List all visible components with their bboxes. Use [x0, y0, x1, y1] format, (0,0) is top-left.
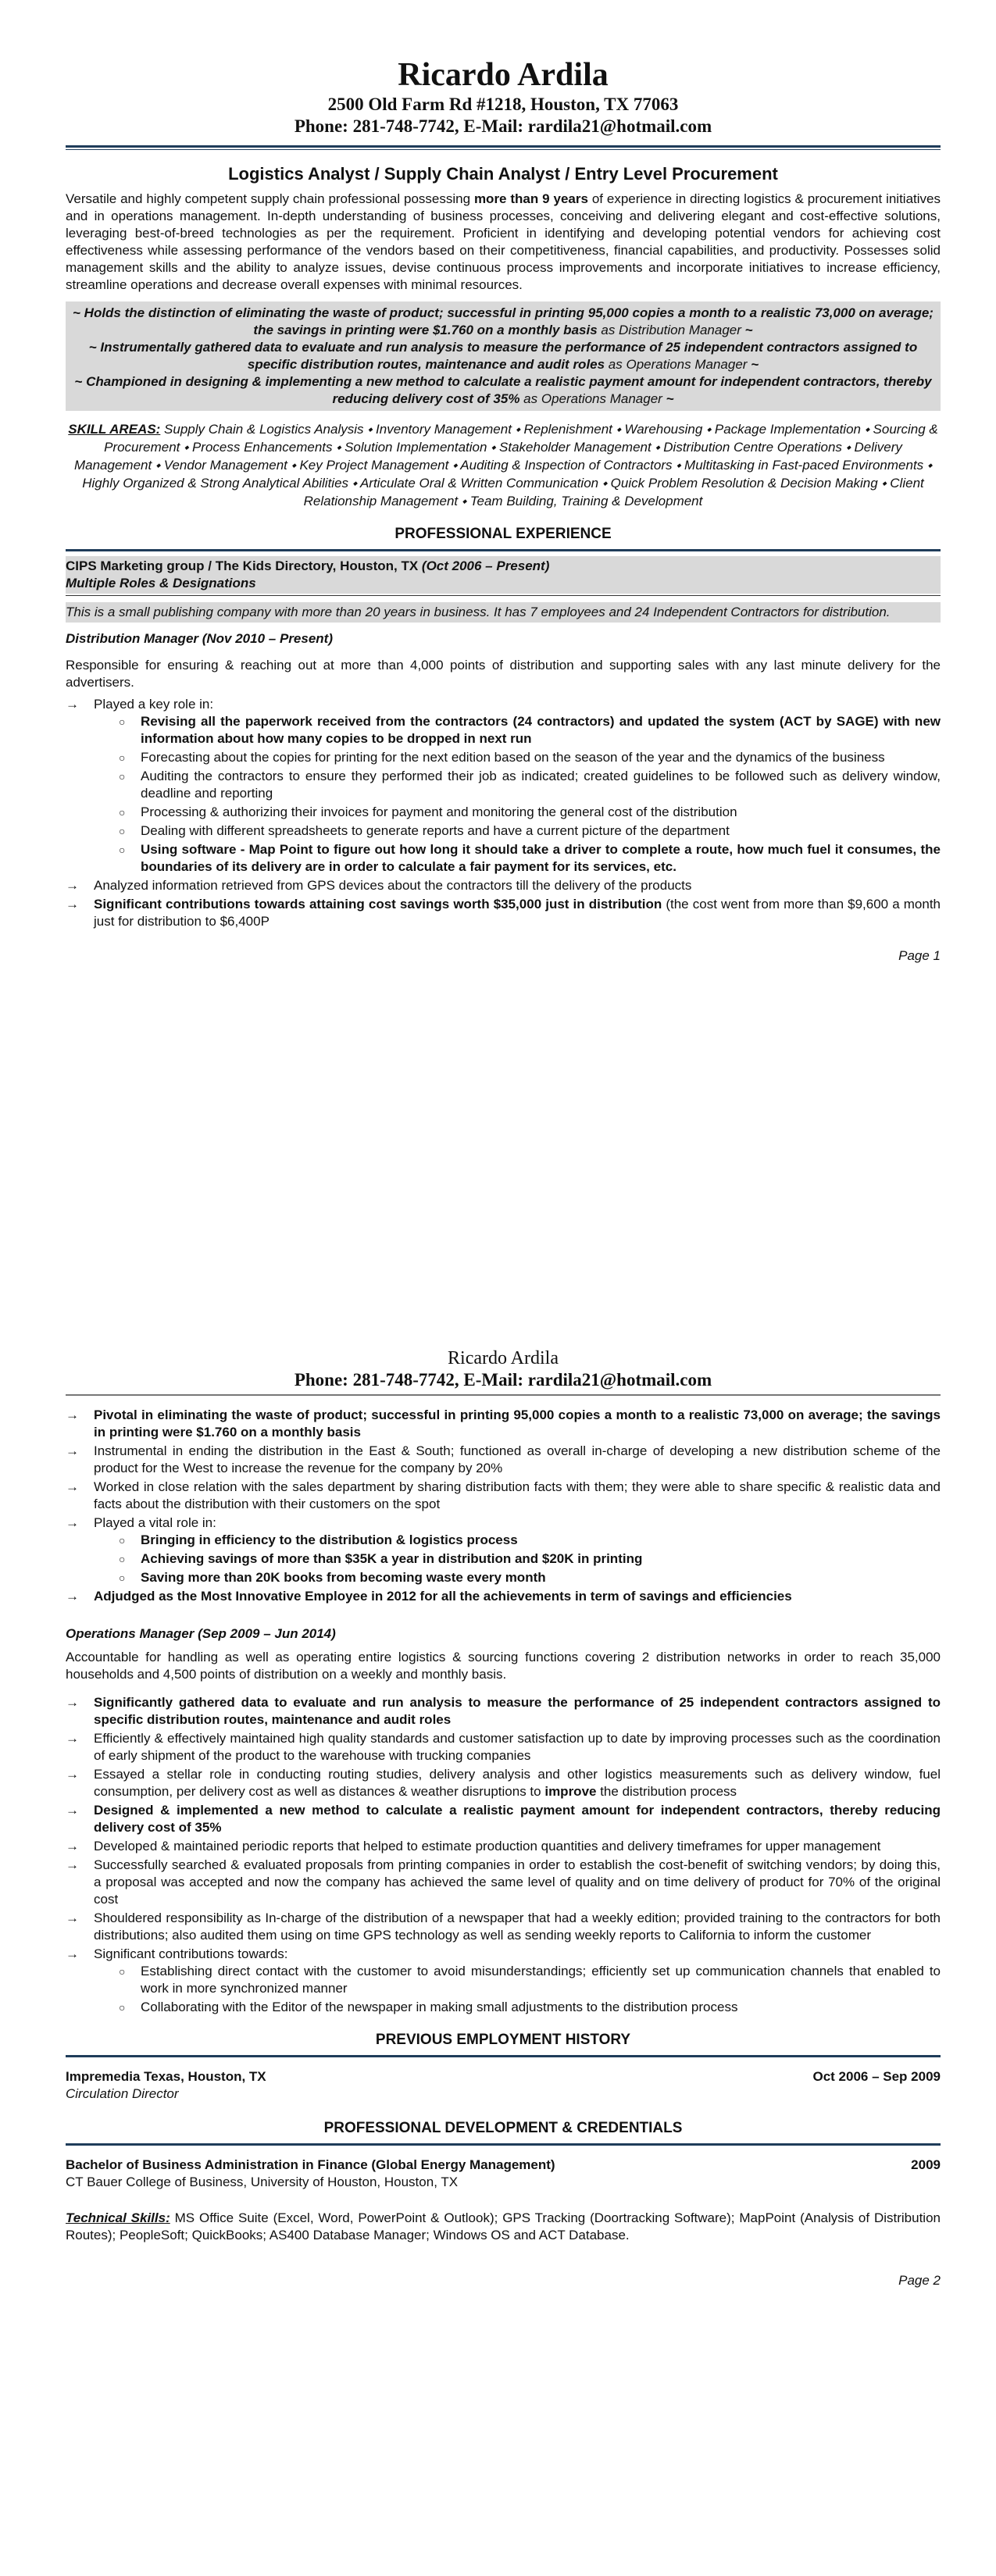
- company-dates: (Oct 2006 – Present): [418, 558, 550, 573]
- list-item-text: Collaborating with the Editor of the newspaper in making small adjustments to the distribution process: [141, 2000, 738, 2014]
- circle-bullet-icon: ○: [119, 715, 126, 728]
- list-item-text: (the cost went from more than $9,600 a month just for distribution to $6,400P: [94, 897, 941, 929]
- list-item: [66, 1515, 941, 1586]
- list-item: [66, 1479, 941, 1513]
- list-item: [66, 896, 941, 930]
- highlight-bold: ~ Instrumentally gathered data to evaluate and run analysis to measure the performance of 25 independent contractors assigned to specific distribution routes, maintenance and audit roles: [88, 340, 918, 372]
- list-item: [66, 1802, 941, 1836]
- list-item: [66, 1999, 941, 2016]
- arrow-right-icon: →: [66, 1589, 79, 1604]
- list-item: [66, 1407, 941, 1441]
- address: 2500 Old Farm Rd #1218, Houston, TX 77063: [327, 95, 679, 114]
- list-item-text: Saving more than 20K books from becoming waste every month: [141, 1570, 546, 1585]
- list-item-text: Significant contributions towards:: [94, 1946, 288, 1961]
- circle-bullet-icon: ○: [119, 1572, 126, 1584]
- dm-bullet-list: [66, 696, 941, 930]
- section-title-education: PROFESSIONAL DEVELOPMENT & CREDENTIALS: [323, 2120, 683, 2136]
- list-item-text: Adjudged as the Most Innovative Employee in 2012 for all the achievements in term of savings and efficiencies: [94, 1589, 792, 1604]
- list-item: [66, 1910, 941, 1944]
- summary-text-1: Versatile and highly competent supply chain professional possessing: [66, 191, 474, 206]
- list-item-text: Processing & authorizing their invoices for payment and monitoring the general cost of the distribution: [141, 805, 737, 819]
- circle-bullet-icon: ○: [119, 1534, 126, 1547]
- list-item-bold: Significant contributions towards attaining cost savings worth $35,000 just in distribution: [94, 897, 662, 912]
- list-item: [66, 1694, 941, 1729]
- list-item-text: Analyzed information retrieved from GPS devices about the contractors till the delivery of the products: [94, 878, 692, 893]
- list-item: [66, 841, 941, 876]
- degree-row: [66, 2157, 941, 2174]
- list-item-text: Dealing with different spreadsheets to generate reports and have a current picture of the department: [141, 823, 730, 838]
- circle-bullet-icon: ○: [119, 825, 126, 837]
- technical-skills-list: MS Office Suite (Excel, Word, PowerPoint & Outlook); GPS Tracking (Doortracking Software); MapPoint (Analysis of Distribution Routes); PeopleSoft; QuickBooks; AS400 Database Manager; Windows OS and ACT Database.: [66, 2210, 941, 2242]
- arrow-right-icon: →: [66, 697, 79, 712]
- skill-areas-list: Supply Chain & Logistics Analysis ⬩ Inventory Management ⬩ Replenishment ⬩ Warehousing ⬩ Package Implementation ⬩ Sourcing & Procurement ⬩ Process Enhancements ⬩ Solution Implementation ⬩ Stakeholder Management ⬩ Distribution Centre Operations ⬩ Delivery Management ⬩ Vendor Management ⬩ Key Project Management ⬩ Auditing & Inspection of Contractors ⬩ Multitasking in Fast-paced Environments ⬩ Highly Organized & Strong Analytical Abilities ⬩ Articulate Oral & Written Communication ⬩ Quick Problem Resolution & Decision Making ⬩ Client Relationship Management ⬩ Team Building, Training & Development: [73, 422, 938, 508]
- previous-company: Impremedia Texas, Houston, TX: [66, 2069, 266, 2084]
- om-bullet-list: [66, 1694, 941, 2016]
- section-divider: [66, 549, 941, 551]
- circle-bullet-icon: ○: [119, 751, 126, 764]
- list-item-text: Essayed a stellar role in conducting routing studies, delivery analysis and other logistics measurements such as delivery window, fuel consumption, per delivery cost as well as distances & weather disruptions to: [94, 1767, 941, 1799]
- list-item-text: Successfully searched & evaluated proposals from printing companies in order to establish the cost-benefit of switching vendors; by doing this, a proposal was accepted and now the company has achieved the same level of quality and on time delivery of product for 70% of the original cost: [94, 1857, 941, 1907]
- list-item: [66, 1443, 941, 1477]
- list-item-text: Worked in close relation with the sales department by sharing distribution facts with them; they were able to share specific & realistic data and facts about the distribution with their customers on the spot: [94, 1479, 941, 1511]
- arrow-right-icon: →: [66, 897, 79, 912]
- summary: [66, 191, 941, 294]
- arrow-right-icon: →: [66, 1443, 79, 1458]
- arrow-right-icon: →: [66, 1695, 79, 1710]
- page-number: Page 1: [898, 948, 941, 963]
- list-item-text: Played a vital role in:: [94, 1515, 216, 1530]
- list-item-text: Achieving savings of more than $35K a year in distribution and $20K in printing: [141, 1551, 643, 1566]
- circle-bullet-icon: ○: [119, 806, 126, 819]
- technical-skills-label: Technical Skills:: [66, 2210, 170, 2225]
- arrow-right-icon: →: [66, 1911, 79, 1925]
- dm-description: Responsible for ensuring & reaching out at more than 4,000 points of distribution and supporting sales with any last minute delivery for the advertisers.: [66, 658, 941, 690]
- highlight-item: [72, 305, 934, 339]
- highlight-end: ~: [666, 391, 674, 406]
- section-divider: [66, 2055, 941, 2057]
- dm-sub-list: [66, 713, 941, 876]
- circle-bullet-icon: ○: [119, 1965, 126, 1978]
- circle-bullet-icon: ○: [119, 844, 126, 856]
- list-item: [66, 1730, 941, 1764]
- arrow-right-icon: →: [66, 878, 79, 893]
- list-item: [66, 749, 941, 766]
- arrow-right-icon: →: [66, 1408, 79, 1422]
- header-divider: [66, 145, 941, 150]
- arrow-right-icon: →: [66, 1839, 79, 1854]
- list-item: [66, 1838, 941, 1855]
- list-item-bold: improve: [544, 1784, 597, 1799]
- circle-bullet-icon: ○: [119, 1553, 126, 1565]
- company-divider: [66, 595, 941, 596]
- circle-bullet-icon: ○: [119, 770, 126, 783]
- list-item: [66, 1569, 941, 1586]
- list-item: [66, 768, 941, 802]
- highlight-role: as Operations Manager: [605, 357, 751, 372]
- section-divider: [66, 2143, 941, 2146]
- list-item: [66, 1766, 941, 1800]
- arrow-right-icon: →: [66, 1803, 79, 1818]
- list-item: [66, 696, 941, 876]
- list-item-text: Establishing direct contact with the customer to avoid misunderstandings; efficiently set up communication channels that enabled to work in more synchronized manner: [141, 1964, 941, 1996]
- highlight-end: ~: [744, 323, 753, 337]
- circle-bullet-icon: ○: [119, 2001, 126, 2014]
- list-item-text: Revising all the paperwork received from the contractors (24 contractors) and updated the system (ACT by SAGE) with new information about how many copies to be dropped in next run: [141, 714, 941, 746]
- highlight-end: ~: [751, 357, 759, 372]
- skill-areas-label: SKILL AREAS:: [68, 422, 161, 437]
- list-item-text: the distribution process: [596, 1784, 737, 1799]
- highlight-item: [72, 339, 934, 373]
- list-item-text: Shouldered responsibility as In-charge of the distribution of a newspaper that had a weekly edition; provided training to the contractors for both distributions; also audited them using on time GPS technology as well as sending weekly reports to California to inform the customer: [94, 1911, 941, 1943]
- om-description: Accountable for handling as well as operating entire logistics & sourcing functions covering 2 distribution networks in order to reach 35,000 households and 4,500 points of distribution on a weekly and monthly basis.: [66, 1650, 941, 1682]
- highlight-bold: ~ Holds the distinction of eliminating the waste of product; successful in printing 95,000 copies a month to a realistic 73,000 on average; the savings in printing were $1.760 on a monthly basis: [73, 305, 934, 337]
- arrow-right-icon: →: [66, 1731, 79, 1746]
- list-item-text: Developed & maintained periodic reports that helped to estimate production quantities and delivery timeframes for upper management: [94, 1839, 881, 1854]
- job-title-operations-manager: Operations Manager (Sep 2009 – Jun 2014): [66, 1626, 336, 1641]
- highlight-role: as Distribution Manager: [597, 323, 745, 337]
- multiple-roles: Multiple Roles & Designations: [66, 576, 256, 590]
- list-item-text: Efficiently & effectively maintained high quality standards and customer satisfaction up to date by improving processes such as the coordination of early shipment of the product to the warehouse with trucking companies: [94, 1731, 941, 1763]
- arrow-right-icon: →: [66, 1946, 79, 1961]
- arrow-right-icon: →: [66, 1857, 79, 1872]
- list-item: [66, 804, 941, 821]
- arrow-right-icon: →: [66, 1515, 79, 1530]
- summary-text-2: of experience in directing logistics & procurement initiatives and in operations management. In-depth understanding of business processes, conceiving and delivering elegant and cost-effective solutions, leveraging best-of-breed technologies as per the requirement. Proficient in identifying and developing potential vendors for achieving cost effectiveness while assessing performance of the vendors based on their competitiveness, financial capabilities, and productivity. Possesses solid management skills and the ability to analyze issues, devise continuous process improvements and incorporate initiatives to increase efficiency, streamline operations and decrease overall expenses with minimal resources.: [66, 191, 941, 292]
- list-item-text: Using software - Map Point to figure out how long it should take a driver to complete a route, how much fuel it consumes, the boundaries of its delivery are in order to calculate a fair payment for its services, etc.: [141, 842, 941, 874]
- list-item-text: Instrumental in ending the distribution in the East & South; functioned as overall in-charge of developing a new distribution scheme of the product for the West to increase the revenue for the company by 20%: [94, 1443, 941, 1475]
- highlight-item: [72, 373, 934, 408]
- list-item: [66, 1588, 941, 1605]
- list-item: [66, 822, 941, 840]
- list-item-text: Auditing the contractors to ensure they performed their job as indicated; created guidelines to be followed such as delivery window, deadline and reporting: [141, 769, 941, 801]
- section-title-previous: PREVIOUS EMPLOYMENT HISTORY: [375, 2032, 631, 2048]
- skill-areas: [66, 420, 941, 510]
- list-item-text: Played a key role in:: [94, 697, 214, 712]
- arrow-right-icon: →: [66, 1767, 79, 1782]
- list-item: [66, 1857, 941, 1908]
- list-item-text: Significantly gathered data to evaluate and run analysis to measure the performance of 25 independent contractors assigned to specific distribution routes, maintenance and audit roles: [94, 1695, 941, 1727]
- list-item: [66, 1963, 941, 1997]
- list-item-text: Designed & implemented a new method to calculate a realistic payment amount for independent contractors, thereby reducing delivery cost of 35%: [94, 1803, 941, 1835]
- highlights-box: [66, 301, 941, 411]
- om-sub-list: [66, 1963, 941, 2016]
- list-item: [66, 1532, 941, 1549]
- degree: Bachelor of Business Administration in Finance (Global Energy Management): [66, 2157, 555, 2172]
- page2-contact: Phone: 281-748-7742, E-Mail: rardila21@hotmail.com: [294, 1370, 712, 1390]
- previous-job-row: [66, 2068, 941, 2085]
- highlight-bold: ~ Championed in designing & implementing a new method to calculate a realistic payment amount for independent contractors, thereby reducing delivery cost of 35%: [74, 374, 932, 406]
- page-2: [0, 1288, 996, 2576]
- list-item: [66, 713, 941, 747]
- previous-role: Circulation Director: [66, 2086, 179, 2101]
- contact-line: Phone: 281-748-7742, E-Mail: rardila21@hotmail.com: [294, 116, 712, 136]
- company-name: CIPS Marketing group / The Kids Directory, Houston, TX: [66, 558, 419, 573]
- previous-dates: Oct 2006 – Sep 2009: [812, 2069, 941, 2084]
- list-item-text: Bringing in efficiency to the distribution & logistics process: [141, 1532, 518, 1547]
- page-2-content: [66, 1347, 941, 2289]
- school: CT Bauer College of Business, University of Houston, Houston, TX: [66, 2175, 459, 2189]
- list-item: [66, 1550, 941, 1568]
- arrow-right-icon: →: [66, 1479, 79, 1494]
- candidate-name: Ricardo Ardila: [398, 57, 609, 93]
- list-item: [66, 877, 941, 894]
- company-box: [66, 556, 941, 594]
- list-item-text: Forecasting about the copies for printing for the next edition based on the season of the year and the dynamics of the business: [141, 750, 885, 765]
- page2-name: Ricardo Ardila: [448, 1348, 559, 1368]
- headline: Logistics Analyst / Supply Chain Analyst / Entry Level Procurement: [228, 164, 778, 184]
- degree-year: 2009: [911, 2157, 941, 2172]
- company-note: This is a small publishing company with more than 20 years in business. It has 7 employees and 24 Independent Contractors for distribution.: [66, 602, 941, 623]
- highlight-role: as Operations Manager: [519, 391, 666, 406]
- vital-sub-list: [66, 1532, 941, 1586]
- page-1-content: [66, 56, 941, 965]
- list-item: [66, 1946, 941, 2016]
- summary-years: more than 9 years: [473, 191, 588, 206]
- job-title-distribution-manager: Distribution Manager (Nov 2010 – Present): [66, 631, 333, 646]
- dm-bullet-list-continued: [66, 1407, 941, 1605]
- list-item-text: Pivotal in eliminating the waste of product; successful in printing 95,000 copies a month to a realistic 73,000 on average; the savings in printing were $1.760 on a monthly basis: [94, 1408, 941, 1440]
- section-title-experience: PROFESSIONAL EXPERIENCE: [394, 526, 612, 542]
- page-number: Page 2: [898, 2273, 941, 2288]
- page2-header-divider: [66, 1394, 941, 1396]
- technical-skills: [66, 2210, 941, 2244]
